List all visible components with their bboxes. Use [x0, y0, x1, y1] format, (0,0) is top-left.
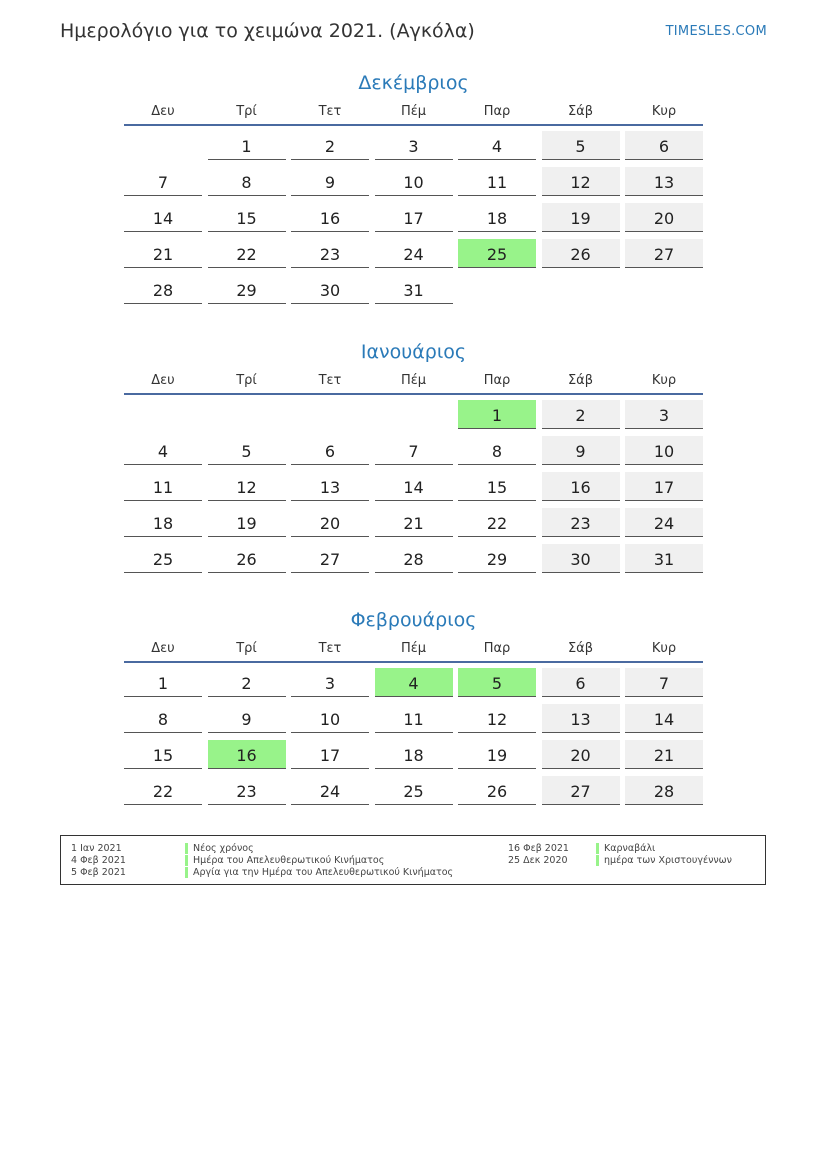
day-cell[interactable]: 14: [375, 472, 453, 501]
weekend-day-cell[interactable]: 27: [625, 239, 703, 268]
legend-holiday-name: Ημέρα του Απελευθερωτικού Κινήματος: [193, 855, 385, 866]
empty-day-cell: [124, 400, 202, 429]
day-cell[interactable]: 12: [458, 704, 536, 733]
weekend-day-cell[interactable]: 13: [625, 167, 703, 196]
holiday-day-cell[interactable]: 16: [208, 740, 286, 769]
weekend-day-cell[interactable]: 6: [625, 131, 703, 160]
weekend-day-cell[interactable]: 30: [542, 544, 620, 573]
day-cell[interactable]: 21: [124, 239, 202, 268]
day-cell[interactable]: 15: [208, 203, 286, 232]
weekend-day-cell[interactable]: 16: [542, 472, 620, 501]
weekend-day-cell[interactable]: 3: [625, 400, 703, 429]
day-cell[interactable]: 4: [458, 131, 536, 160]
holiday-day-cell[interactable]: 1: [458, 400, 536, 429]
day-cell[interactable]: 24: [291, 776, 369, 805]
day-cell[interactable]: 20: [291, 508, 369, 537]
day-cell[interactable]: 22: [458, 508, 536, 537]
weekend-day-cell[interactable]: 27: [542, 776, 620, 805]
legend-date: 4 Φεβ 2021: [71, 855, 126, 866]
day-cell[interactable]: 19: [458, 740, 536, 769]
day-cell[interactable]: 28: [375, 544, 453, 573]
weekend-day-cell[interactable]: 2: [542, 400, 620, 429]
legend-holiday-name: Αργία για την Ημέρα του Απελευθερωτικού Κινήματος: [193, 867, 454, 878]
holiday-color-swatch: [185, 867, 188, 878]
weekday-label: Τρί: [236, 104, 257, 119]
day-grid: [124, 395, 703, 580]
legend-date: 1 Ιαν 2021: [71, 843, 122, 854]
day-cell[interactable]: 29: [208, 275, 286, 304]
weekday-label: Τετ: [318, 641, 342, 656]
day-cell[interactable]: 26: [208, 544, 286, 573]
day-cell[interactable]: 28: [124, 275, 202, 304]
weekday-label: Σάβ: [567, 373, 594, 388]
day-cell[interactable]: 6: [291, 436, 369, 465]
day-cell[interactable]: 11: [124, 472, 202, 501]
day-cell[interactable]: 1: [124, 668, 202, 697]
holiday-day-cell[interactable]: 4: [375, 668, 453, 697]
weekend-day-cell[interactable]: 20: [542, 740, 620, 769]
day-cell[interactable]: 3: [375, 131, 453, 160]
day-cell[interactable]: 18: [458, 203, 536, 232]
weekend-day-cell[interactable]: 24: [625, 508, 703, 537]
weekend-day-cell[interactable]: 28: [625, 776, 703, 805]
day-cell[interactable]: 7: [375, 436, 453, 465]
weekend-day-cell[interactable]: 14: [625, 704, 703, 733]
empty-day-cell: [208, 400, 286, 429]
day-cell[interactable]: 16: [291, 203, 369, 232]
day-cell[interactable]: 12: [208, 472, 286, 501]
day-cell[interactable]: 23: [208, 776, 286, 805]
day-cell[interactable]: 8: [124, 704, 202, 733]
legend-item: [61, 843, 765, 855]
empty-day-cell: [291, 400, 369, 429]
weekend-day-cell[interactable]: 7: [625, 668, 703, 697]
weekday-label: Κυρ: [651, 641, 677, 656]
legend-item: [61, 867, 765, 879]
day-cell[interactable]: 23: [291, 239, 369, 268]
legend-item: [61, 855, 765, 867]
day-cell[interactable]: 17: [375, 203, 453, 232]
legend-holiday-name: ημέρα των Χριστουγέννων: [604, 855, 732, 866]
legend-holiday-name: Καρναβάλι: [604, 843, 656, 854]
empty-day-cell: [625, 275, 703, 304]
weekday-label: Τρί: [236, 641, 257, 656]
day-cell[interactable]: 5: [208, 436, 286, 465]
weekend-day-cell[interactable]: 6: [542, 668, 620, 697]
weekday-header: [124, 98, 703, 126]
legend-date: 5 Φεβ 2021: [71, 867, 126, 878]
holiday-color-swatch: [596, 843, 599, 854]
weekday-label: Παρ: [483, 641, 511, 656]
day-cell[interactable]: 10: [375, 167, 453, 196]
day-cell[interactable]: 2: [208, 668, 286, 697]
month-title: Φεβρουάριος: [350, 609, 477, 631]
day-grid: [124, 663, 703, 812]
day-cell[interactable]: 10: [291, 704, 369, 733]
month-calendar: [124, 68, 703, 311]
day-cell[interactable]: 11: [458, 167, 536, 196]
day-cell[interactable]: 9: [291, 167, 369, 196]
month-title: Ιανουάριος: [360, 341, 467, 363]
weekend-day-cell[interactable]: 20: [625, 203, 703, 232]
legend-holiday-name: Νέος χρόνος: [193, 843, 254, 854]
weekday-label: Δευ: [151, 373, 175, 388]
day-cell[interactable]: 29: [458, 544, 536, 573]
holiday-legend: [60, 835, 766, 885]
weekday-label: Παρ: [483, 373, 511, 388]
page-title: Ημερολόγιο για το χειμώνα 2021. (Αγκόλα): [60, 20, 475, 42]
day-cell[interactable]: 22: [208, 239, 286, 268]
holiday-day-cell[interactable]: 25: [458, 239, 536, 268]
day-cell[interactable]: 4: [124, 436, 202, 465]
day-cell[interactable]: 27: [291, 544, 369, 573]
empty-day-cell: [124, 131, 202, 160]
day-cell[interactable]: 21: [375, 508, 453, 537]
weekend-day-cell[interactable]: 13: [542, 704, 620, 733]
day-cell[interactable]: 1: [208, 131, 286, 160]
day-cell[interactable]: 8: [208, 167, 286, 196]
holiday-day-cell[interactable]: 5: [458, 668, 536, 697]
weekday-header: [124, 367, 703, 395]
weekend-day-cell[interactable]: 17: [625, 472, 703, 501]
weekday-label: Κυρ: [651, 373, 677, 388]
day-cell[interactable]: 30: [291, 275, 369, 304]
day-cell[interactable]: 25: [375, 776, 453, 805]
weekend-day-cell[interactable]: 9: [542, 436, 620, 465]
month-title: Δεκέμβριος: [358, 72, 469, 94]
day-cell[interactable]: 26: [458, 776, 536, 805]
weekday-label: Σάβ: [567, 641, 594, 656]
day-cell[interactable]: 9: [208, 704, 286, 733]
day-cell[interactable]: 25: [124, 544, 202, 573]
day-cell[interactable]: 2: [291, 131, 369, 160]
weekday-label: Κυρ: [651, 104, 677, 119]
day-grid: [124, 126, 703, 311]
site-link[interactable]: TIMESLES.COM: [665, 24, 767, 39]
day-cell[interactable]: 17: [291, 740, 369, 769]
weekend-day-cell[interactable]: 21: [625, 740, 703, 769]
weekday-label: Σάβ: [567, 104, 594, 119]
weekday-header: [124, 635, 703, 663]
day-cell[interactable]: 31: [375, 275, 453, 304]
day-cell[interactable]: 18: [375, 740, 453, 769]
weekend-day-cell[interactable]: 12: [542, 167, 620, 196]
day-cell[interactable]: 15: [124, 740, 202, 769]
empty-day-cell: [375, 400, 453, 429]
day-cell[interactable]: 3: [291, 668, 369, 697]
weekend-day-cell[interactable]: 23: [542, 508, 620, 537]
weekend-day-cell[interactable]: 19: [542, 203, 620, 232]
day-cell[interactable]: 22: [124, 776, 202, 805]
weekend-day-cell[interactable]: 10: [625, 436, 703, 465]
day-cell[interactable]: 8: [458, 436, 536, 465]
day-cell[interactable]: 7: [124, 167, 202, 196]
weekday-label: Παρ: [483, 104, 511, 119]
weekday-label: Δευ: [151, 641, 175, 656]
empty-day-cell: [542, 275, 620, 304]
weekday-label: Τετ: [318, 104, 342, 119]
day-cell[interactable]: 18: [124, 508, 202, 537]
month-calendar: [124, 337, 703, 580]
holiday-color-swatch: [596, 855, 599, 866]
day-cell[interactable]: 15: [458, 472, 536, 501]
weekday-label: Πέμ: [400, 373, 427, 388]
weekday-label: Δευ: [151, 104, 175, 119]
day-cell[interactable]: 13: [291, 472, 369, 501]
weekday-label: Πέμ: [400, 641, 427, 656]
weekday-label: Πέμ: [400, 104, 427, 119]
month-calendar: [124, 605, 703, 812]
weekend-day-cell[interactable]: 5: [542, 131, 620, 160]
day-cell[interactable]: 19: [208, 508, 286, 537]
weekday-label: Τρί: [236, 373, 257, 388]
day-cell[interactable]: 11: [375, 704, 453, 733]
weekday-label: Τετ: [318, 373, 342, 388]
day-cell[interactable]: 14: [124, 203, 202, 232]
day-cell[interactable]: 24: [375, 239, 453, 268]
weekend-day-cell[interactable]: 31: [625, 544, 703, 573]
weekend-day-cell[interactable]: 26: [542, 239, 620, 268]
empty-day-cell: [458, 275, 536, 304]
legend-date: 16 Φεβ 2021: [508, 843, 569, 854]
legend-date: 25 Δεκ 2020: [508, 855, 568, 866]
